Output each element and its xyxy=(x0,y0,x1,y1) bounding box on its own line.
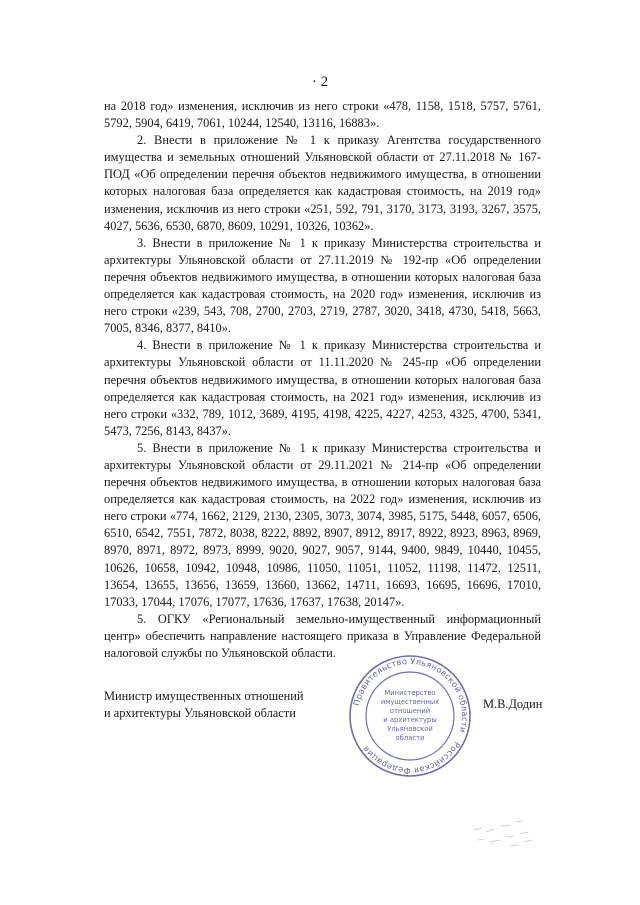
paragraph-item-5: 5. Внести в приложение № 1 к приказу Министерства строительства и архитектуры Ульяновской области от 29.11.2021 № 214-пр «Об определении перечня объектов недвижимого имущества, в отношении которых налоговая база определяется как кадастровая стоимость, на 2022 год» изменения, исключив из него строки «774, 1662, 2129, 2130, 2305, 3073, 3074, 3985, 5175, 5448, 6057, 6506, 6510, 6542, 7551, 7872, 8038, 8222, 8892, 8907, 8912, 8917, 8922, 8923, 8963, 8969, 8970, 8971, 8972, 8973, 8999, 9020, 9027, 9057, 9144, 9400, 9849, 10440, 10455, 10626, 10658, 10942, 10948, 10986, 11050, 11051, 11052, 11198, 11472, 12511, 13654, 13655, 13656, 13659, 13660, 13662, 14711, 16693, 16695, 16696, 17010, 17033, 17044, 17076, 17077, 17636, 17637, 17638, 20147». xyxy=(104,440,541,609)
seal-center-line4: и архитектуры xyxy=(383,716,437,724)
handwritten-mark xyxy=(470,812,540,852)
signer-position-line2: и архитектуры Ульяновской области xyxy=(104,706,296,721)
signature-block xyxy=(104,688,304,722)
seal-center-line3: отношений xyxy=(389,707,431,715)
seal-ring-bottom-text: Российская Федерация xyxy=(360,740,463,777)
signer-name: М.В.Додин xyxy=(483,697,543,711)
signer-position-line1: Министр имущественных отношений xyxy=(104,689,304,703)
seal-ring-top-text: Правительство Ульяновской области xyxy=(351,655,471,734)
seal-center-line1: Министерство xyxy=(384,689,436,697)
seal-center-line5: Ульяновской xyxy=(387,725,433,733)
paragraph-item-4: 4. Внести в приложение № 1 к приказу Министерства строительства и архитектуры Ульяновской области от 11.11.2020 № 245-пр «Об определении перечня объектов недвижимого имущества, в отношении которых налоговая база определяется как кадастровая стоимость, на 2021 год» изменения, исключив из него строки «332, 789, 1012, 3689, 4195, 4198, 4225, 4227, 4253, 4325, 4700, 5341, 5473, 7256, 8143, 8437». xyxy=(104,338,541,438)
paragraph-item-2: 2. Внести в приложение № 1 к приказу Агентства государственного имущества и земельных отношений Ульяновской области от 27.11.2018 № 167-ПОД «Об определении перечня объектов недвижимого имущества, в отношении которых налоговая база определяется как кадастровая стоимость, на 2019 год» изменения, исключив из него строки «251, 592, 791, 3170, 3173, 3193, 3267, 3575, 4027, 5636, 6530, 6870, 8609, 10291, 10326, 10362». xyxy=(104,133,541,233)
seal-center-line6: области xyxy=(395,734,425,742)
seal-center-line2: имущественных xyxy=(380,698,440,706)
paragraph-item-6: 5. ОГКУ «Региональный земельно-имущественный информационный центр» обеспечить направление настоящего приказа в Управление Федеральной налоговой службы по Ульяновской области. xyxy=(104,611,541,660)
paragraph-continuation: на 2018 год» изменения, исключив из него строки «478, 1158, 1518, 5757, 5761, 5792, 5904, 6419, 7061, 10244, 12540, 13116, 16883». xyxy=(104,99,541,131)
page-number: · 2 xyxy=(311,74,329,90)
official-seal xyxy=(347,653,473,779)
paragraph-item-3: 3. Внести в приложение № 1 к приказу Министерства строительства и архитектуры Ульяновской области от 27.11.2019 № 192-пр «Об определении перечня объектов недвижимого имущества, в отношении которых налоговая база определяется как кадастровая стоимость, на 2020 год» изменения, исключив из него строки «239, 543, 708, 2700, 2703, 2719, 2787, 3020, 3418, 4730, 5418, 5663, 7005, 8346, 8377, 8410». xyxy=(104,235,541,336)
document-body xyxy=(104,98,541,662)
svg-text:Российская Федерация xyxy=(361,740,463,776)
